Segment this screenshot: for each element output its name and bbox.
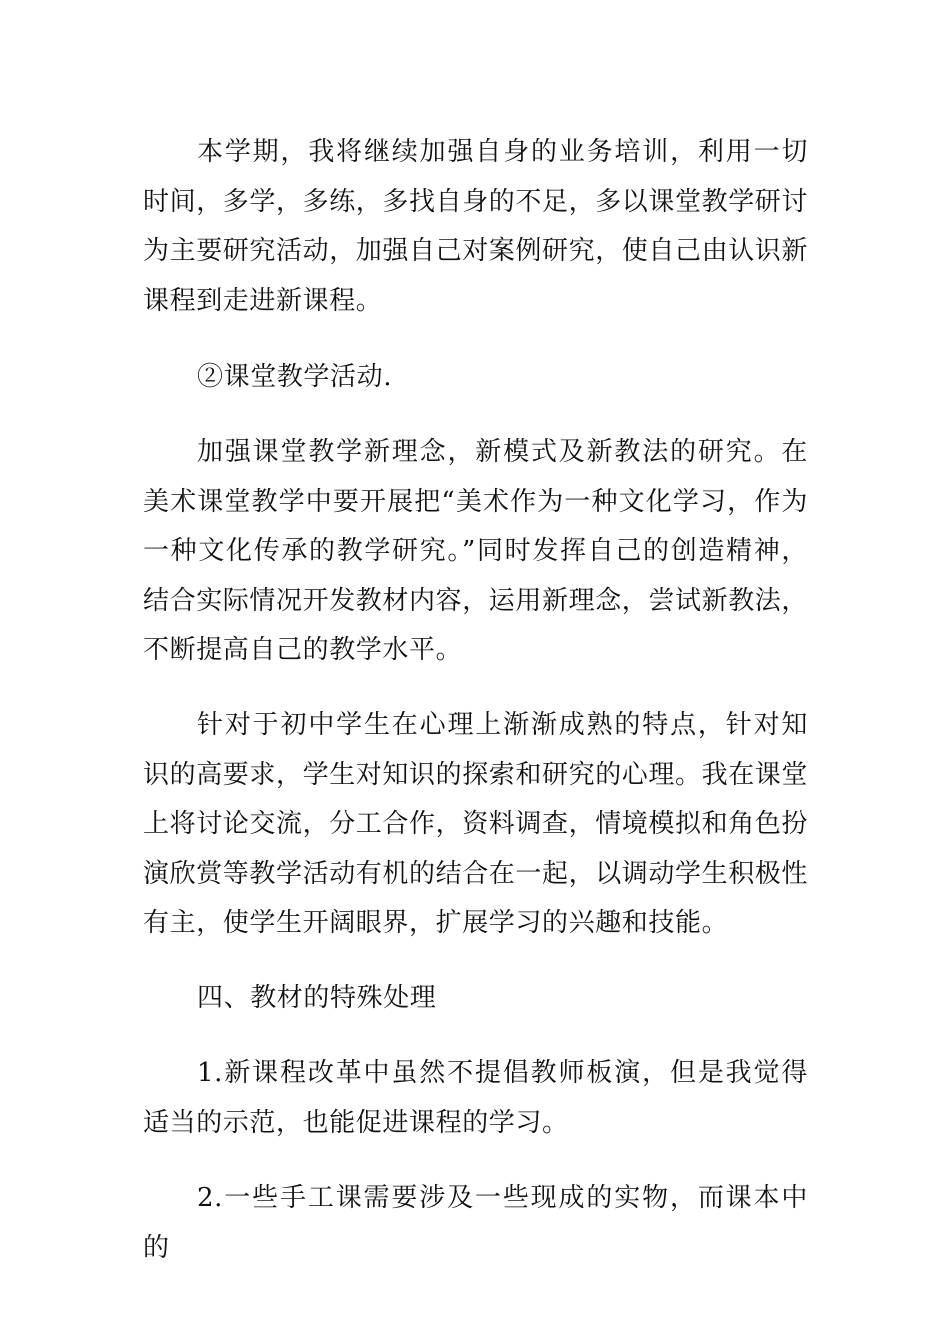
paragraph-demonstration: 1.新课程改革中虽然不提倡教师板演，但是我觉得适当的示范，也能促进课程的学习。	[143, 1058, 808, 1138]
paragraph-teaching-concepts: 加强课堂教学新理念，新模式及新教法的研究。在美术课堂教学中要开展把“美术作为一种文化学习，作为一种文化传承的教学研究。”同时发挥自己的创造精神，结合实际情况开发教材内容，运用新理念，尝试新教法，不断提高自己的教学水平。	[143, 437, 809, 665]
heading-classroom-activities: ②课堂教学活动.	[197, 362, 393, 392]
heading-textbook-handling: 四、教材的特殊处理	[197, 983, 437, 1013]
paragraph-student-psychology: 针对于初中学生在心理上渐渐成熟的特点，针对知识的高要求，学生对知识的探索和研究的心理。我在课堂上将讨论交流，分工合作，资料调查，情境模拟和角色扮演欣赏等教学活动有机的结合在一起，以调动学生积极性有主，使学生开阔眼界，扩展学习的兴趣和技能。	[143, 710, 809, 938]
paragraph-self-training: 本学期，我将继续加强自身的业务培训，利用一切时间，多学，多练，多找自身的不足，多以课堂教学研讨为主要研究活动，加强自己对案例研究，使自己由认识新课程到走进新课程。	[143, 137, 809, 316]
paragraph-handcraft: 2.一些手工课需要涉及一些现成的实物，而课本中的	[143, 1183, 808, 1263]
